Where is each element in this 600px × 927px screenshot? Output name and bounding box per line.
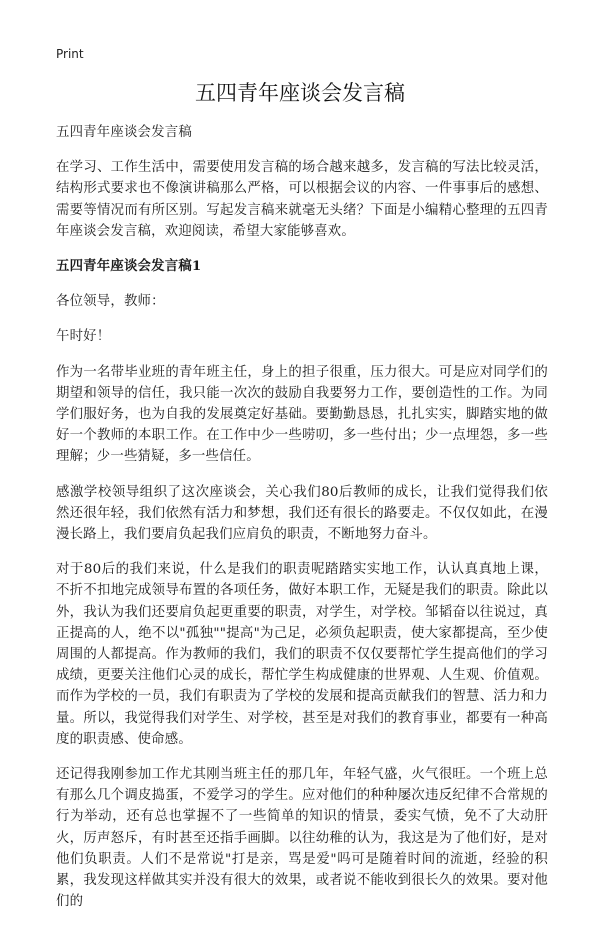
body-paragraph: 感激学校领导组织了这次座谈会，关心我们80后教师的成长，让我们觉得我们依然还很年轻，我们依然有活力和梦想，我们还有很长的路要走。不仅仅如此，在漫漫长路上，我们要肩负起我们应肩负的职责，不断地努力奋斗。 [56, 484, 548, 543]
print-link[interactable]: Print [56, 47, 84, 61]
greeting: 午时好！ [56, 329, 111, 345]
salutation: 各位领导，教师： [56, 294, 165, 310]
body-paragraph: 对于80后的我们来说，什么是我们的职责呢踏踏实实地工作，认认真真地上课，不折不扣地完成领导布置的各项任务，做好本职工作，无疑是我们的职责。除此以外，我认为我们还要肩负起更重要的职责，对学生，对学校。邹韬奋以往说过，真正提高的人，绝不以"孤独""提高"为己足，必须负起职责，使大家都提高，至少使周围的人都提高。作为教师的我们，我们的职责不仅仅要帮忙学生提高他们的学习成绩，更要关注他们心灵的成长，帮忙学生构成健康的世界观、人生观、价值观。而作为学校的一员，我们有职责为了学校的发展和提高贡献我们的智慧、活力和力量。所以，我觉得我们对学生、对学校，甚至是对我们的教育事业，都要有一种高度的职责感、使命感。 [56, 562, 548, 747]
body-paragraph: 还记得我刚参加工作尤其刚当班主任的那几年，年轻气盛，火气很旺。一个班上总有那么几个调皮捣蛋，不爱学习的学生。应对他们的种种屡次违反纪律不合常规的行为举动，还有总也掌握不了一些简单的知识的情景，委实气愤，免不了大动肝火，厉声怒斥，有时甚至还指手画脚。以往幼稚的认为，我这是为了他们好，是对他们负职责。人们不是常说"打是亲，骂是爱"吗可是随着时间的流逝，经验的积累，我发现这样做其实并没有很大的效果，或者说不能收到很长久的效果。要对他们的 [56, 767, 548, 910]
document-body [56, 122, 548, 927]
section-heading: 五四青年座谈会发言稿1 [56, 258, 202, 275]
document-subtitle: 五四青年座谈会发言稿 [56, 125, 192, 140]
intro-paragraph: 在学习、工作生活中，需要使用发言稿的场合越来越多，发言稿的写法比较灵活，结构形式要求也不像演讲稿那么严格，可以根据会议的内容、一件事事后的感想、需要等情况而有所区别。写起发言稿来就毫无头绪？下面是小编精心整理的五四青年座谈会发言稿，欢迎阅读，希望大家能够喜欢。 [56, 160, 548, 239]
body-paragraph: 作为一名带毕业班的青年班主任，身上的担子很重，压力很大。可是应对同学们的期望和领导的信任，我只能一次次的鼓励自我要努力工作，要创造性的工作。为同学们服好务，也为自我的发展奠定好基础。要勤勤恳恳，扎扎实实，脚踏实地的做好一个教师的本职工作。在工作中少一些唠叨，多一些付出；少一点埋怨，多一些理解；少一些猜疑，多一些信任。 [56, 364, 548, 465]
page-title: 五四青年座谈会发言稿 [195, 81, 405, 105]
